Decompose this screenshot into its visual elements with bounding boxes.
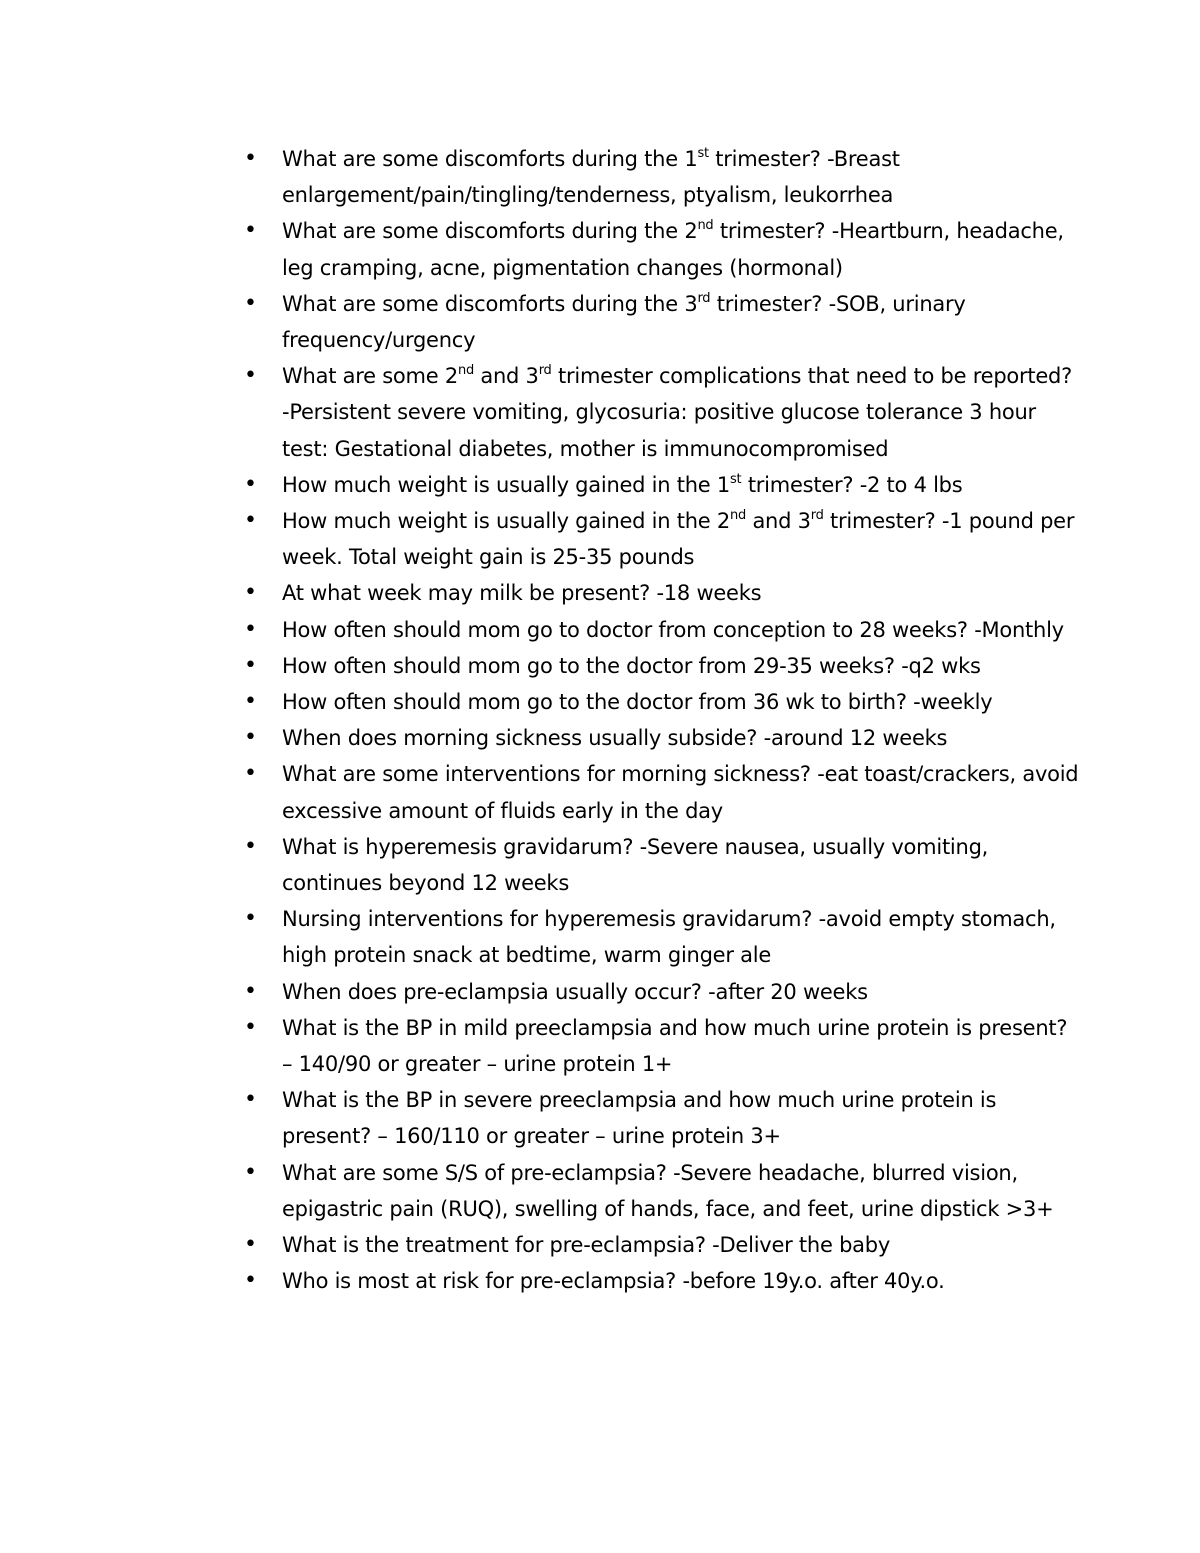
text-segment: What are some 2 [282, 364, 458, 389]
list-item [244, 829, 1082, 901]
list-item [244, 358, 1082, 467]
bullet-icon: • [244, 1268, 257, 1294]
bullet-icon: • [244, 1159, 257, 1185]
list-item [244, 612, 1082, 648]
bullet-icon: • [244, 833, 257, 859]
text-segment: At what week may milk be present? -18 weeks [282, 581, 762, 606]
list-item-text [282, 618, 1064, 642]
list-item-text [282, 147, 900, 207]
bullet-icon: • [244, 290, 257, 316]
text-segment: How often should mom go to doctor from conception to 28 weeks? -Monthly [282, 617, 1064, 642]
ordinal-suffix: rd [810, 507, 824, 523]
list-item-text [282, 1233, 890, 1257]
list-item [244, 467, 1082, 503]
text-segment: How often should mom go to the doctor from 29-35 weeks? -q2 wks [282, 653, 981, 678]
list-item-text [282, 219, 1064, 279]
bullet-icon: • [244, 652, 257, 678]
text-segment: and 3 [473, 364, 539, 389]
list-item-text [282, 473, 962, 497]
list-item [244, 974, 1082, 1010]
ordinal-suffix: nd [697, 218, 714, 234]
text-segment: and 3 [746, 509, 811, 534]
text-segment: What are some interventions for morning sickness? -eat toast/crackers, avoid excessive amount of fluids early in the day [282, 762, 1079, 823]
text-segment: What are some S/S of pre-eclampsia? -Severe headache, blurred vision, epigastric pain (RUQ), swelling of hands, face, and feet, urine dipstick >3+ [282, 1160, 1054, 1221]
list-item [244, 1082, 1082, 1154]
ordinal-suffix: nd [457, 363, 474, 379]
ordinal-suffix: st [697, 145, 709, 161]
list-item-text [282, 1088, 996, 1148]
text-segment: What are some discomforts during the 1 [282, 147, 698, 171]
list-item-text [282, 690, 992, 714]
text-segment: When does pre-eclampsia usually occur? -after 20 weeks [282, 979, 868, 1004]
text-segment: trimester? -SOB, urinary frequency/urgency [282, 291, 966, 353]
bullet-icon: • [244, 508, 257, 534]
list-item-text [282, 509, 1074, 569]
list-item-text [282, 654, 981, 678]
text-segment: How much weight is usually gained in the 2 [282, 509, 731, 534]
text-segment: trimester? -2 to 4 lbs [741, 472, 963, 497]
ordinal-suffix: nd [730, 507, 747, 523]
list-item [244, 901, 1082, 973]
list-item [244, 503, 1082, 575]
text-segment: When does morning sickness usually subside? -around 12 weeks [282, 726, 948, 751]
bullet-icon: • [244, 471, 257, 497]
list-item-text [282, 980, 868, 1004]
list-item-text [282, 762, 1078, 822]
ordinal-suffix: rd [697, 290, 711, 306]
text-segment: What are some discomforts during the 3 [282, 291, 698, 316]
bullet-icon: • [244, 1232, 257, 1258]
list-item [244, 286, 1082, 358]
list-item [244, 575, 1082, 611]
bullet-icon: • [244, 906, 257, 932]
bullet-icon: • [244, 218, 257, 244]
list-item-text [282, 1016, 1067, 1076]
ordinal-suffix: st [730, 471, 742, 487]
bullet-icon: • [244, 978, 257, 1004]
text-segment: How much weight is usually gained in the 1 [282, 472, 731, 497]
ordinal-suffix: rd [538, 363, 552, 379]
list-item [244, 1010, 1082, 1082]
bullet-icon: • [244, 725, 257, 751]
list-item-text [282, 1161, 1053, 1221]
bullet-icon: • [244, 1087, 257, 1113]
bullet-icon: • [244, 580, 257, 606]
bullet-icon: • [244, 689, 257, 715]
text-segment: Who is most at risk for pre-eclampsia? -before 19y.o. after 40y.o. [282, 1269, 945, 1294]
study-notes-list [244, 141, 1082, 1300]
list-item-text [282, 581, 761, 605]
list-item [244, 648, 1082, 684]
text-segment: What is hyperemesis gravidarum? -Severe nausea, usually vomiting, continues beyond 12 weeks [282, 834, 989, 896]
list-item-text [282, 364, 1072, 460]
text-segment: trimester? -1 pound per week. Total weight gain is 25-35 pounds [282, 509, 1075, 570]
bullet-icon: • [244, 363, 257, 389]
text-segment: trimester complications that need to be reported? -Persistent severe vomiting, glycosuria: positive glucose tolerance 3 hour test: Gestational diabetes, mother is immunocompromised [282, 364, 1073, 461]
list-item-text [282, 292, 966, 352]
bullet-icon: • [244, 1014, 257, 1040]
list-item [244, 1155, 1082, 1227]
text-segment: What is the BP in severe preeclampsia and how much urine protein is present? – 160/110 or greater – urine protein 3+ [282, 1088, 997, 1149]
list-item-text [282, 726, 947, 750]
bullet-icon: • [244, 761, 257, 787]
text-segment: trimester? -Breast enlargement/pain/tingling/tenderness, ptyalism, leukorrhea [282, 147, 900, 208]
list-item-text [282, 907, 1056, 967]
list-item [244, 1227, 1082, 1263]
list-item [244, 720, 1082, 756]
text-segment: Nursing interventions for hyperemesis gravidarum? -avoid empty stomach, high protein snack at bedtime, warm ginger ale [282, 907, 1056, 968]
list-item [244, 756, 1082, 828]
text-segment: What is the treatment for pre-eclampsia? -Deliver the baby [282, 1233, 891, 1258]
list-item [244, 1263, 1082, 1299]
text-segment: trimester? -Heartburn, headache, leg cramping, acne, pigmentation changes (hormonal) [282, 219, 1064, 280]
list-item-text [282, 1269, 945, 1293]
list-item-text [282, 835, 988, 895]
bullet-icon: • [244, 616, 257, 642]
text-segment: How often should mom go to the doctor from 36 wk to birth? -weekly [282, 690, 993, 715]
list-item [244, 213, 1082, 285]
text-segment: What are some discomforts during the 2 [282, 219, 698, 244]
list-item [244, 684, 1082, 720]
text-segment: What is the BP in mild preeclampsia and how much urine protein is present? – 140/90 or greater – urine protein 1+ [282, 1015, 1068, 1077]
list-item [244, 141, 1082, 213]
bullet-icon: • [244, 146, 257, 171]
